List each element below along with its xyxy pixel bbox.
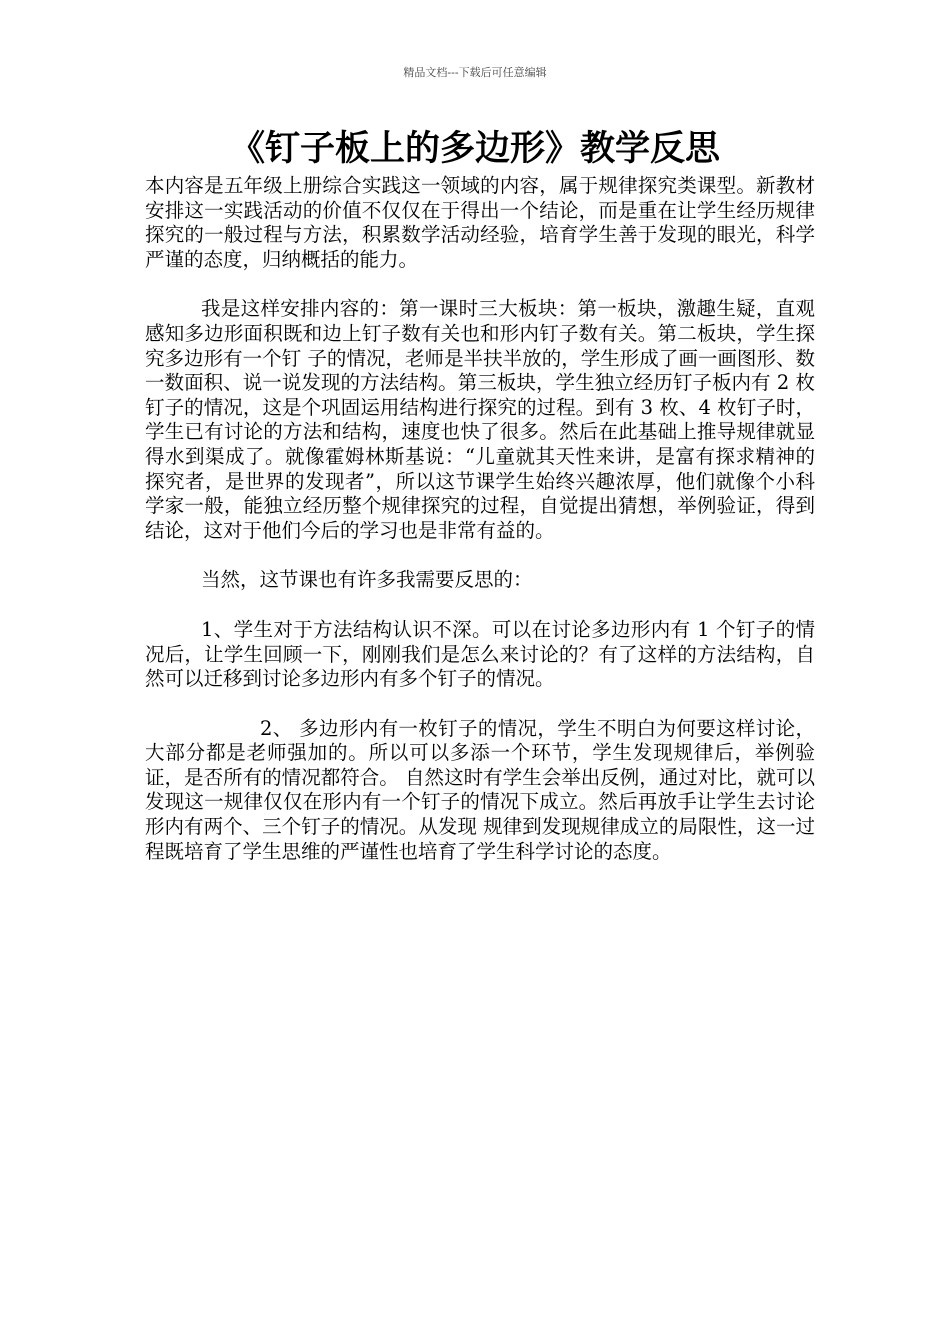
paragraph-reflection-lead: 当然，这节课也有许多我需要反思的： bbox=[201, 568, 533, 592]
paragraph-arrangement: 我是这样安排内容的：第一课时三大板块：第一板块，激趣生疑，直观感知多边形面积既和边上钉子数有关也和形内钉子数有关。第二板块，学生探究多边形有一个钉 子的情况，老师是半扶半放的，学生形成了画一画图形、数一数面积、说一说发现的方法结构。第三板块，学生独立经历钉子板内有 2 枚钉子的情况，这是个巩固运用结构进行探究的过程。到有 3 枚、4 枚钉子时，学生已有讨论的方法和结构，速度也快了很多。然后在此基础上推导规律就显得水到渠成了。就像霍姆林斯基说：“儿童就其天性来讲，是富有探求精神的探究者，是世界的发现者”，所以这节课学生始终兴趣浓厚，他们就像个小科学家一般，能独立经历整个规律探究的过程，自觉提出猜想，举例验证，得到结论，这对于他们今后的学习也是非常有益的。 bbox=[145, 297, 815, 542]
page-header: 精品文档---下载后可任意编辑 bbox=[403, 66, 547, 79]
document-title: 《钉子板上的多边形》教学反思 bbox=[229, 128, 720, 169]
paragraph-intro: 本内容是五年级上册综合实践这一领域的内容，属于规律探究类课型。新教材安排这一实践活动的价值不仅仅在于得出一个结论，而是重在让学生经历规律探究的一般过程与方法，积累数学活动经验，培育学生善于发现的眼光，科学严谨的态度，归纳概括的能力。 bbox=[145, 174, 815, 271]
paragraph-point-2: 2、 多边形内有一枚钉子的情况，学生不明白为何要这样讨论，大部分都是老师强加的。所以可以多添一个环节，学生发现规律后，举例验证，是否所有的情况都符合。 自然这时有学生会举出反例，通过对比，就可以发现这一规律仅仅在形内有一个钉子的情况下成立。然后再放手让学生去讨论形内有两个、三个钉子的情况。从发现 规律到发现规律成立的局限性，这一过程既培育了学生思维的严谨性也培育了学生科学讨论的态度。 bbox=[145, 716, 815, 863]
paragraph-point-1: 1、学生对于方法结构认识不深。可以在讨论多边形内有 1 个钉子的情况后，让学生回顾一下，刚刚我们是怎么来讨论的？有了这样的方法结构，自然可以迁移到讨论多边形内有多个钉子的情况。 bbox=[145, 617, 815, 691]
document-body bbox=[145, 174, 815, 889]
